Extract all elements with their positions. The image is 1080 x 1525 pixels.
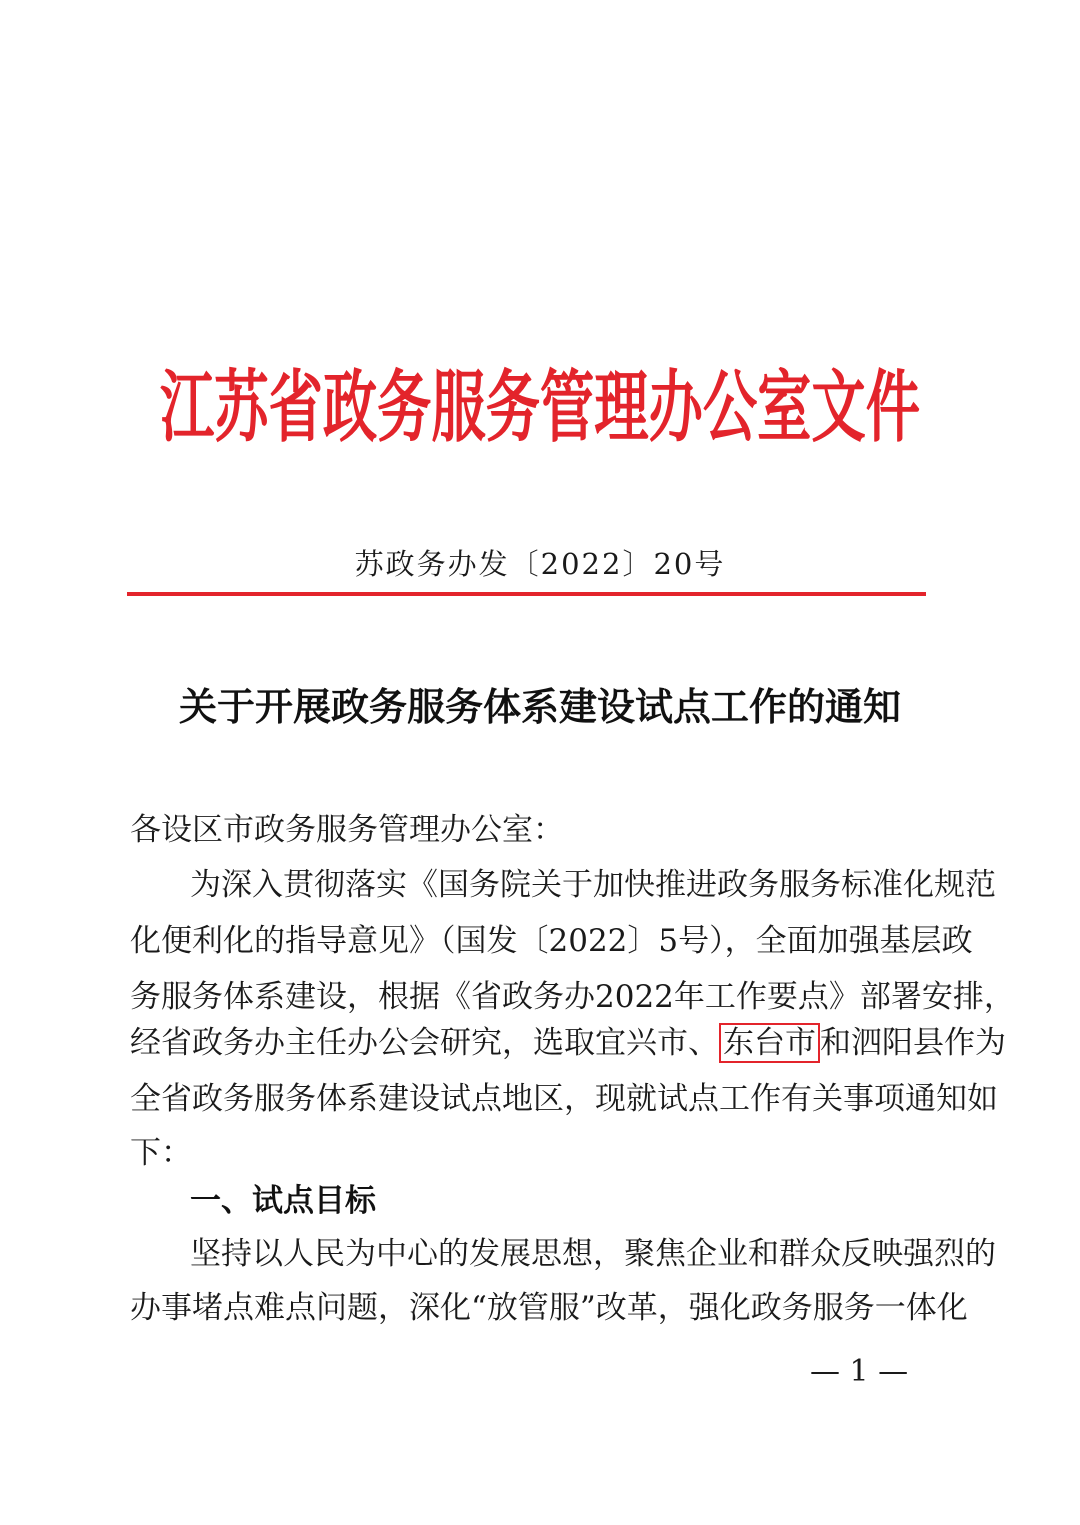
document-number: 苏政务办发〔2022〕20号 [354, 547, 726, 581]
line4-before-text: 经省政务办主任办公会研究，选取宜兴市、 [130, 1025, 719, 1061]
paragraph1-line1: 为深入贯彻落实《国务院关于加快推进政务服务标准化规范 [190, 867, 996, 903]
document-title: 关于开展政务服务体系建设试点工作的通知 [178, 684, 901, 729]
paragraph1-line3: 务服务体系建设，根据《省政务办2022年工作要点》部署安排， [130, 979, 1015, 1015]
masthead-svg [130, 322, 950, 462]
red-divider-rule [127, 592, 926, 596]
page-number: — 1 — [810, 1354, 909, 1389]
paragraph1-line6: 下： [130, 1135, 192, 1171]
section-heading-pilot-goals: 一、试点目标 [190, 1183, 376, 1219]
highlighted-city-dongtai: 东台市 [719, 1023, 820, 1063]
masthead-title [130, 322, 950, 462]
masthead-text: 江苏省政务服务管理办公室文件 [160, 363, 920, 453]
paragraph1-line5: 全省政务服务体系建设试点地区，现就试点工作有关事项通知如 [130, 1081, 998, 1117]
paragraph1-line4 [130, 1015, 1006, 1071]
section1-line2: 办事堵点难点问题，深化“放管服”改革，强化政务服务一体化 [130, 1290, 968, 1326]
paragraph1-line2: 化便利化的指导意见》（国发〔2022〕5号），全面加强基层政 [130, 923, 973, 959]
section1-line1: 坚持以人民为中心的发展思想，聚焦企业和群众反映强烈的 [190, 1236, 996, 1272]
line4-after-text: 和泗阳县作为 [820, 1025, 1006, 1061]
salutation: 各设区市政务服务管理办公室： [130, 812, 564, 848]
